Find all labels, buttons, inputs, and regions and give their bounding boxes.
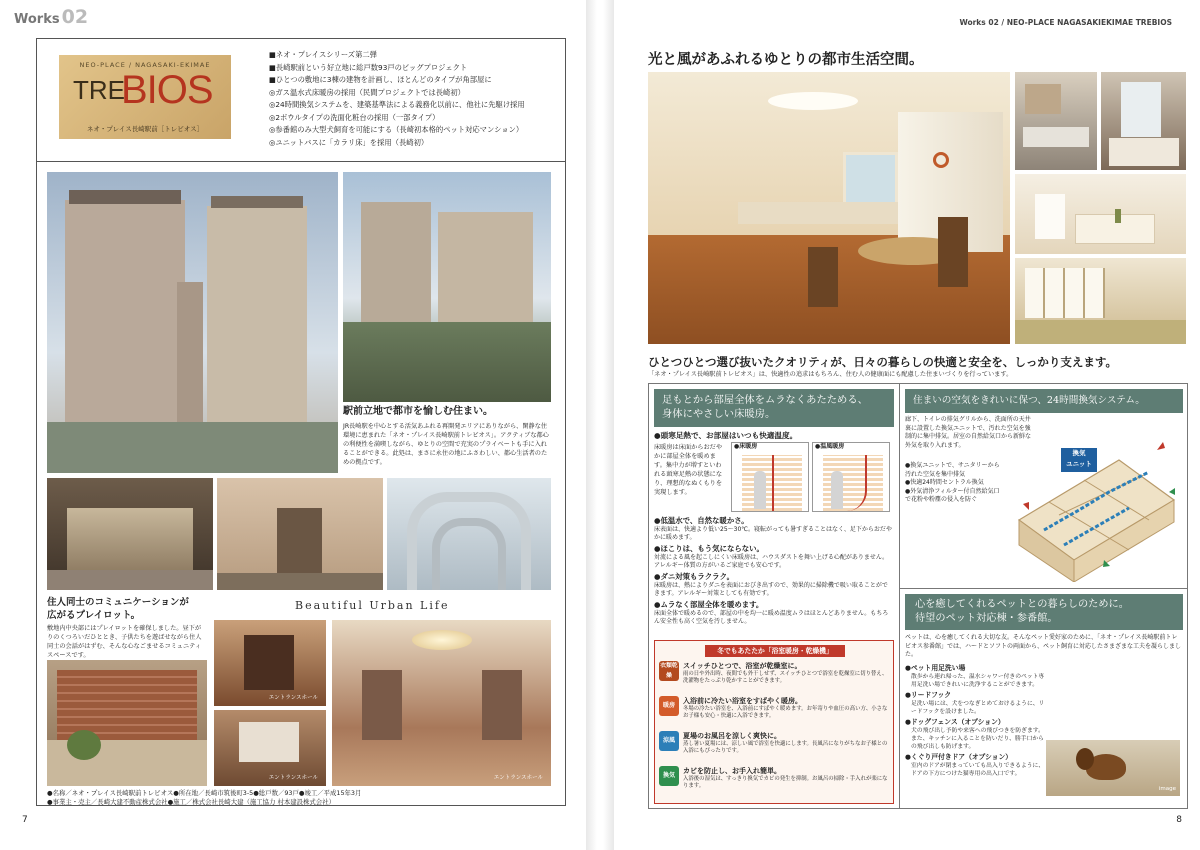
kitchen-photo bbox=[1015, 72, 1097, 170]
facade-photo bbox=[217, 478, 383, 590]
floor-s5-body: 床面全体で暖めるので、部屋の中を均一に暖め温度ムラはほとんどありません。もちろん安全性も高く空気を汚しません。 bbox=[654, 610, 889, 625]
logo-bios: BIOS bbox=[121, 68, 213, 112]
entrance-caption: エントランスホール bbox=[493, 775, 543, 781]
pet-item-body: 散歩から連れ帰った、温水シャワー付きのペット専用足洗い場できれいに洗浄することができます。 bbox=[911, 674, 1045, 688]
pet-item-title: ●ドッグフェンス（オプション） bbox=[905, 718, 1005, 726]
floor-s5-title: ●ムラなく部屋全体を暖めます。 bbox=[654, 600, 764, 609]
feature-item: ◎参番館のみ大型犬飼育を可能にする（長崎初本格的ペット対応マンション） bbox=[269, 125, 524, 134]
bath-row bbox=[659, 661, 891, 696]
bath-row-head: 入浴前に冷たい浴室をすばやく暖房。 bbox=[683, 697, 802, 705]
headline: 光と風があふれるゆとりの都市生活空間。 bbox=[648, 52, 924, 68]
bath-dryer-box bbox=[654, 640, 894, 804]
floor-s4-body: 床暖房は、熱によりダニを表面におびき出すので、効果的に掃除機で吸い取ることができます。アレルギー対策としても有効です。 bbox=[654, 582, 888, 597]
features-divider-h bbox=[900, 588, 1188, 589]
bath-row-body: 雨の日や外出時、夜間でも外干しせず、スイッチひとつで浴室を乾燥室に切り替え、洗濯物をたっぷり乾かすことができます。 bbox=[683, 671, 888, 684]
ventilation-diagram bbox=[1009, 420, 1181, 582]
feature-item: ■ひとつの敷地に3棟の建物を計画し、ほとんどのタイプが角部屋に bbox=[269, 75, 492, 84]
floor-s4-title: ●ダニ対策もラクラク。 bbox=[654, 572, 735, 581]
bath-row bbox=[659, 696, 891, 731]
floor-s2-title: ●低温水で、自然な暖かさ。 bbox=[654, 516, 749, 525]
pet-features bbox=[905, 664, 1045, 778]
graph1-label: ●床暖房 bbox=[734, 443, 758, 450]
spec-block bbox=[47, 789, 567, 807]
quality-lead: 「ネオ・プレイス長崎駅前トレビオス」は、快適性の追求はもちろん、住む人の健康面にも配慮した住まいづくりを行っています。 bbox=[648, 371, 1013, 378]
graph2-label: ●温風暖房 bbox=[815, 443, 845, 450]
floor-heating-points bbox=[654, 516, 892, 626]
spec-line: ●名称／ネオ・プレイス長崎駅前トレビオス●所在地／長崎市筑後町3-5●総戸数／93戸●竣工／平成15年3月 bbox=[47, 789, 362, 797]
logo-tagline: NEO-PLACE / NAGASAKI-EKIMAE bbox=[79, 61, 211, 69]
entrance-hall-photo-1 bbox=[214, 620, 326, 706]
logo-tre: TRE bbox=[73, 75, 125, 105]
floor-s3-body: 対流による風を起こしにくい床暖房は、ハウスダストを舞い上げる心配がありません。アレルギー体質の方がいるご家庭でも安心です。 bbox=[654, 554, 889, 569]
ventilation-head: 住まいの空気をきれいに保つ、24時間換気システム。 bbox=[905, 389, 1183, 413]
dog-photo bbox=[1046, 740, 1180, 796]
image-label: image bbox=[1158, 786, 1176, 792]
community-title-2: 広がるプレイロット。 bbox=[47, 610, 141, 621]
entrance-caption: エントランスホール bbox=[268, 695, 318, 701]
left-page bbox=[0, 0, 586, 850]
floor-s1-title: ●頭寒足熱で、お部屋はいつも快適温度。 bbox=[654, 431, 798, 440]
pet-item-title: ●リードフック bbox=[905, 691, 952, 699]
community-title-1: 住人同士のコミュニケーションが bbox=[47, 597, 189, 608]
spec-line: ●事業主・売主／長崎大建不動産株式会社●施工／株式会社長崎大建（施工協力 村本建設株式会社） bbox=[47, 798, 335, 806]
tag-dry-icon: 衣類乾燥 bbox=[660, 663, 678, 679]
floor-s2-body: 床表面は、快適より低い25〜30℃。寝転がっても暑すぎることはなく、足下からおだやかに暖めます。 bbox=[654, 526, 892, 541]
entrance-caption: エントランスホール bbox=[268, 775, 318, 781]
trebios-logo bbox=[59, 55, 231, 139]
floor-heating-head: 足もとから部屋全体をムラなくあたためる、 身体にやさしい床暖房。 bbox=[654, 389, 894, 427]
bath-row-head: 夏場のお風呂を涼しく爽快に。 bbox=[683, 732, 781, 740]
works-label: Works 02 bbox=[14, 6, 89, 28]
beautiful-urban-life: Beautiful Urban Life bbox=[295, 599, 450, 612]
floor-s3-title: ●ほこりは、もう気にならない。 bbox=[654, 544, 764, 553]
bath-row-body: 入浴後の湿気は、すっきり換気でカビの発生を抑制。お風呂の掃除・手入れが楽になります。 bbox=[683, 776, 888, 789]
arch-walkway-photo bbox=[387, 478, 551, 590]
bedroom-photo bbox=[1015, 174, 1186, 254]
feature-list bbox=[269, 49, 559, 149]
feature-item: ◎2ボウルタイプの洗面化粧台の採用（一部タイプ） bbox=[269, 112, 440, 122]
vent-bullet: ●外気清浄フィルター付自然給気口で花粉や粉塵の侵入を防ぐ bbox=[905, 487, 1000, 503]
pet-item-title: ●ペット用足洗い場 bbox=[905, 664, 966, 672]
bath-row bbox=[659, 731, 891, 766]
tag-vent-icon: 換気 bbox=[659, 766, 679, 786]
community-body: 敷地内中央部にはプレイロットを確保しました。昼下がりのくつろいだひととき、子供たちを遊ばせながら住人同士の会話がはずむ、そんな心なごませるコミュニティスペースです。 bbox=[47, 625, 202, 659]
tower-photo-main bbox=[47, 172, 338, 473]
entrance-hall-photo-3 bbox=[332, 620, 551, 786]
right-page bbox=[614, 0, 1200, 850]
features-divider bbox=[899, 383, 900, 809]
info-frame bbox=[36, 38, 566, 162]
tag-heat-icon: 暖房 bbox=[659, 696, 679, 716]
bath-dryer-title: 冬でもあたたか「浴室暖房・乾燥機」 bbox=[705, 645, 845, 657]
quality-title: ひとつひとつ選び抜いたクオリティが、日々の暮らしの快適と安全を、しっかり支えます。 bbox=[648, 355, 1117, 369]
pet-item-body: 足洗い場には、犬をつなぎとめておけるように、リードフックを設けました。 bbox=[911, 701, 1045, 715]
graph-warm-air bbox=[812, 442, 890, 512]
bath-dryer-rows bbox=[659, 661, 891, 801]
vent-bullet: ●換気ユニットで、サニタリーから汚れた空気を集中排気 bbox=[905, 462, 1000, 478]
pet-item-body: 室内のドアが閉まっていても出入りできるように、ドアの下方につけた猫専用の出入口です。 bbox=[911, 763, 1045, 777]
entrance-hall-photo-2 bbox=[214, 710, 326, 786]
ventilation-intro: 廊下、トイレの排気グリルから、洗面所の天井裏に設置した換気ユニットで、汚れた空気を強制的に集中排気。居室の自然給気口から新鮮な外気を取り入れます。 bbox=[905, 416, 1032, 449]
station-body: JR長崎駅を中心とする活気あふれる再開発エリアにありながら、閑静な住環境に恵まれた「ネオ・プレイス長崎駅前トレビオス」。アクティブな都心の利便性を満喫しながら、ゆとりの空間で充実のプライベートも手に入れることができる。此処は、まさに永住の地にふさわしい、都心生活者のための拠点です。 bbox=[343, 423, 549, 466]
lobby-exterior-photo bbox=[47, 478, 213, 590]
tag-cool-icon: 涼風 bbox=[659, 731, 679, 751]
bath-row-head: スイッチひとつで、浴室が乾燥室に。 bbox=[683, 662, 802, 670]
vent-bullet: ●快適24時間セントラル換気 bbox=[905, 479, 984, 486]
pet-head: 心を癒してくれるペットとの暮らしのために。 待望のペット対応棟・参番館。 bbox=[905, 594, 1183, 630]
logo-sub: ネオ・プレイス長崎駅前［トレビオス］ bbox=[86, 125, 204, 133]
page-number-right: 8 bbox=[1176, 815, 1182, 825]
bath-row-head: カビを防止し、お手入れ簡単。 bbox=[683, 767, 781, 775]
ventilation-unit-label: 換気 ユニット bbox=[1061, 448, 1097, 472]
japanese-room-photo bbox=[1015, 258, 1186, 344]
bathroom-photo bbox=[1101, 72, 1186, 170]
station-title: 駅前立地で都市を愉しむ住まい。 bbox=[343, 406, 493, 417]
station-block bbox=[343, 405, 551, 467]
running-title: Works 02 / NEO-PLACE NAGASAKIEKIMAE TREBIOS bbox=[959, 18, 1172, 27]
feature-item: ◎24時間換気システムを、建築基準法による義務化以前に、他社に先駆け採用 bbox=[269, 100, 525, 109]
tower-photo-side bbox=[343, 172, 551, 402]
graph-floor-heating bbox=[731, 442, 809, 512]
pet-item-body: 犬の飛び出し予防や来客への飛びつきを防ぎます。また、キッチンに入ることを防いだり、勝手口からの飛び出しも防げます。 bbox=[911, 728, 1044, 750]
ventilation-bullets bbox=[905, 462, 1005, 505]
pet-intro: ペットは、心を癒してくれる大切な友。そんなペット愛好家のために、「ネオ・プレイス長崎駅前トレビオス参番館」では、ハードとソフトの両面から、ペット飼育に対応したさまざまな工夫を凝らしました。 bbox=[905, 634, 1181, 658]
playlot-photo bbox=[47, 660, 207, 786]
bath-row-body: 蒸し暑い夏場には、涼しい風で浴室を快適にします。長風呂になりがちなお子様との入浴にもぴったりです。 bbox=[683, 741, 888, 754]
bath-row-body: 冬場の冷たい浴室を、入浴前にすばやく暖めます。お年寄りや血圧の高い方、小さなお子様も安心・快適に入浴できます。 bbox=[683, 706, 888, 719]
pet-item-title: ●くぐり戸付きドア（オプション） bbox=[905, 753, 1013, 761]
feature-item: ■長崎駅前という好立地に総戸数93戸のビッグプロジェクト bbox=[269, 62, 468, 72]
bath-row bbox=[659, 766, 891, 801]
center-gutter bbox=[586, 0, 614, 850]
feature-item: ■ネオ・プレイスシリーズ第二弾 bbox=[269, 50, 377, 59]
floor-s1-body: 床暖房は床面からおだやかに部屋全体を暖めます。集中力が増すといわれる頭寒足熱の状態になり、理想的なぬくもりを実現します。 bbox=[654, 444, 723, 496]
page-number-left: 7 bbox=[22, 815, 28, 825]
community-block bbox=[47, 596, 207, 660]
feature-item: ◎ガス温水式床暖房の採用（民間プロジェクトでは長崎初） bbox=[269, 87, 465, 97]
living-room-photo bbox=[648, 72, 1010, 344]
feature-item: ◎ユニットバスに「カラリ床」を採用（長崎初） bbox=[269, 137, 429, 147]
